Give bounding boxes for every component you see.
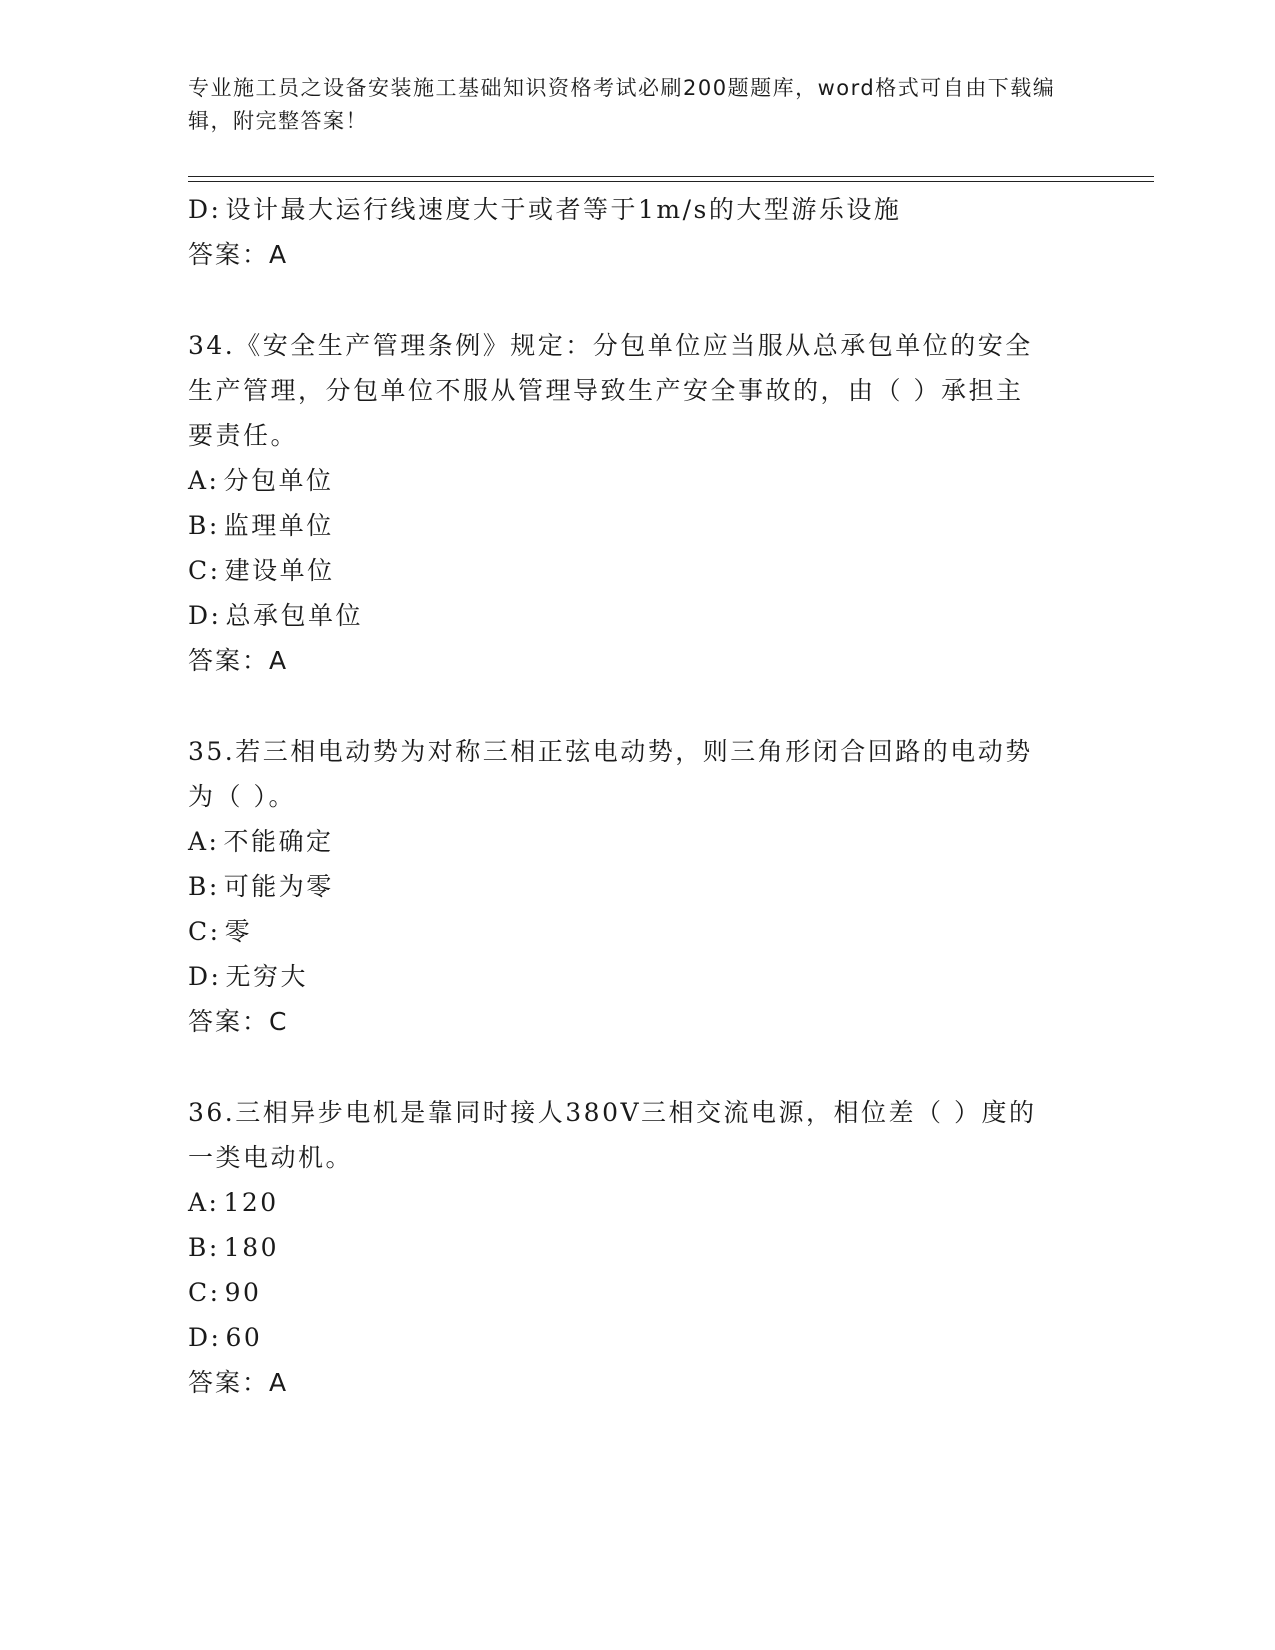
option-c: C: 90: [188, 1278, 262, 1307]
option-c: C: 零: [188, 917, 253, 946]
option-a: A: 120: [188, 1188, 279, 1217]
question-number: 34.: [188, 331, 236, 360]
answer-line: 答案：C: [188, 1007, 289, 1036]
answer-line: 答案：A: [188, 1368, 289, 1397]
option-d: D: 60: [188, 1323, 263, 1352]
header-divider-bottom: [188, 181, 1154, 182]
option-b: B: 可能为零: [188, 872, 334, 901]
option-label: D:: [188, 195, 222, 224]
question-stem-line: 35.若三相电动势为对称三相正弦电动势，则三角形闭合回路的电动势: [188, 737, 1033, 766]
answer-line: 答案：A: [188, 240, 289, 269]
spacer: [188, 683, 1088, 729]
question-number: 35.: [188, 737, 236, 766]
question-stem-line: 一类电动机。: [188, 1143, 354, 1172]
question-34: [188, 323, 1088, 683]
header-divider-top: [188, 176, 1154, 177]
option-c: C: 建设单位: [188, 556, 335, 585]
question-list: [188, 187, 1088, 1405]
option-b: B: 监理单位: [188, 511, 334, 540]
answer-line: 答案：A: [188, 646, 289, 675]
option-d: D: 总承包单位: [188, 601, 363, 630]
option-b: B: 180: [188, 1233, 280, 1262]
document-header: 专业施工员之设备安装施工基础知识资格考试必刷200题题库，word格式可自由下载编辑，附完整答案！: [188, 76, 1056, 133]
option-a: A: 不能确定: [188, 827, 334, 856]
question-stem-line: 34.《安全生产管理条例》规定：分包单位应当服从总承包单位的安全: [188, 331, 1033, 360]
question-stem-line: 为（ ）。: [188, 782, 296, 811]
option-d: D: 无穷大: [188, 962, 308, 991]
option-a: A: 分包单位: [188, 466, 334, 495]
question-stem-line: 36.三相异步电机是靠同时接人380V三相交流电源，相位差（ ）度的: [188, 1098, 1037, 1127]
option-text: 设计最大运行线速度大于或者等于1m/s的大型游乐设施: [225, 195, 902, 224]
spacer: [188, 1044, 1088, 1090]
question-number: 36.: [188, 1098, 236, 1127]
option-d-continued: [188, 187, 1088, 232]
question-36: [188, 1090, 1088, 1405]
question-stem-line: 要责任。: [188, 421, 299, 450]
question-stem-line: 生产管理，分包单位不服从管理导致生产安全事故的，由（ ）承担主: [188, 376, 1024, 405]
spacer: [188, 277, 1088, 323]
question-35: [188, 729, 1088, 1044]
